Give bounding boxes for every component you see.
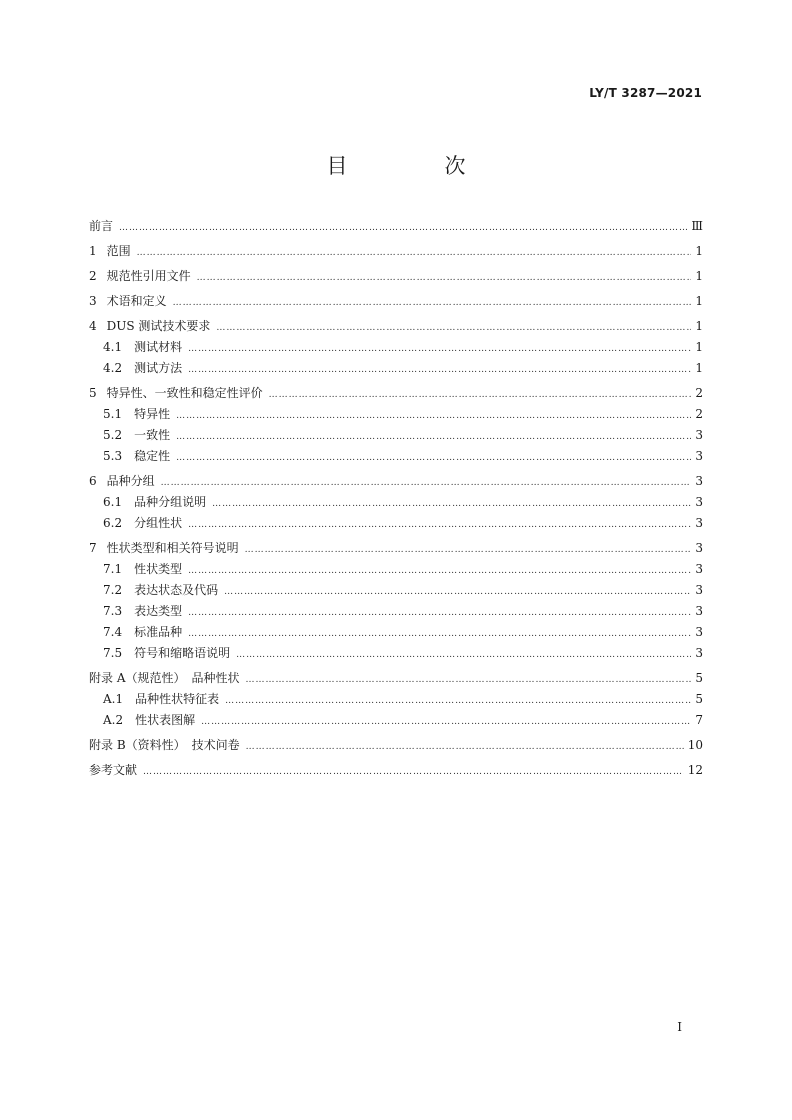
toc-leader-dots	[188, 513, 691, 536]
toc-entry-text: 性状类型	[134, 562, 183, 576]
toc-entry-text: 分组性状	[134, 516, 183, 530]
toc-entry-label	[103, 513, 182, 534]
toc-entry-page: 3	[695, 495, 703, 509]
toc-entry[interactable]	[89, 358, 703, 379]
toc-entry-number: 1	[89, 244, 97, 258]
toc-entry-text: 术语和定义	[106, 294, 167, 308]
toc-leader-dots	[188, 622, 691, 645]
toc-entry-number: 4.1	[103, 340, 123, 354]
toc-entry-page: 3	[695, 541, 703, 555]
toc-entry-label	[89, 538, 239, 559]
toc-entry-label	[103, 622, 182, 643]
toc-entry-text: DUS 测试技术要求	[106, 319, 211, 333]
toc-entry-text: 表达状态及代码	[134, 583, 219, 597]
toc-entry-text: 前言	[89, 219, 114, 233]
toc-leader-dots	[225, 689, 691, 712]
toc-entry[interactable]	[89, 404, 703, 425]
toc-entry-label	[103, 643, 230, 664]
toc-entry-text: 标准品种	[134, 625, 183, 639]
toc-entry-page: 12	[687, 763, 703, 777]
toc-entry[interactable]	[89, 291, 703, 312]
toc-leader-dots	[224, 580, 691, 603]
toc-entry-label	[103, 559, 182, 580]
toc-entry-number: 4.2	[103, 361, 123, 375]
toc-entry[interactable]	[89, 668, 703, 689]
toc-entry-label	[103, 425, 170, 446]
toc-entry-number: 5	[89, 386, 97, 400]
toc-entry-number: 2	[89, 269, 97, 283]
toc-entry[interactable]	[89, 580, 703, 601]
toc-entry-number: 6.1	[103, 495, 123, 509]
toc-entry-text: 符号和缩略语说明	[134, 646, 231, 660]
toc-entry-page: 1	[695, 269, 703, 283]
toc-entry-page: 3	[695, 428, 703, 442]
toc-entry[interactable]	[89, 337, 703, 358]
toc-leader-dots	[143, 760, 684, 783]
toc-entry[interactable]	[89, 383, 703, 404]
toc-leader-dots	[119, 216, 687, 239]
toc-entry-text: 参考文献	[89, 763, 138, 777]
toc-leader-dots	[173, 291, 691, 314]
toc-leader-dots	[236, 643, 691, 666]
toc-entry[interactable]	[89, 601, 703, 622]
toc-entry-text: 测试材料	[134, 340, 183, 354]
toc-entry-page: 3	[695, 646, 703, 660]
toc-entry[interactable]	[89, 513, 703, 534]
toc-entry-text: 规范性引用文件	[106, 269, 191, 283]
toc-entry[interactable]	[89, 471, 703, 492]
toc-entry[interactable]	[89, 492, 703, 513]
toc-entry[interactable]	[89, 689, 703, 710]
toc-leader-dots	[245, 668, 691, 691]
toc-entry-page: 3	[695, 583, 703, 597]
toc-entry[interactable]	[89, 622, 703, 643]
toc-entry-label	[103, 601, 182, 622]
toc-entry-number: A.2	[103, 713, 124, 727]
toc-entry-number: 7.1	[103, 562, 123, 576]
toc-entry-number: 7.5	[103, 646, 123, 660]
toc-entry-label	[103, 358, 182, 379]
toc-entry-number: 7	[89, 541, 97, 555]
table-of-contents	[89, 216, 703, 781]
toc-entry-number: A.1	[103, 692, 124, 706]
toc-leader-dots	[176, 404, 691, 427]
page-number: I	[677, 1020, 682, 1034]
toc-entry-text: 范围	[106, 244, 131, 258]
toc-entry-text: 附录 B（资料性） 技术问卷	[89, 738, 240, 752]
toc-entry-number: 5.1	[103, 407, 123, 421]
toc-entry[interactable]	[89, 425, 703, 446]
toc-entry-text: 表达类型	[134, 604, 183, 618]
toc-entry-text: 特异性、一致性和稳定性评价	[106, 386, 263, 400]
toc-entry[interactable]	[89, 710, 703, 731]
toc-entry-label	[89, 241, 131, 262]
toc-entry-label	[89, 471, 155, 492]
toc-entry[interactable]	[89, 241, 703, 262]
toc-leader-dots	[188, 559, 691, 582]
toc-entry-number: 4	[89, 319, 97, 333]
toc-entry[interactable]	[89, 735, 703, 756]
toc-entry[interactable]	[89, 316, 703, 337]
toc-entry[interactable]	[89, 266, 703, 287]
toc-leader-dots	[201, 710, 691, 733]
toc-entry-text: 品种分组	[106, 474, 155, 488]
toc-entry-label	[89, 735, 240, 756]
toc-entry-page: 1	[695, 294, 703, 308]
toc-entry-number: 7.4	[103, 625, 123, 639]
toc-leader-dots	[188, 337, 691, 360]
toc-entry[interactable]	[89, 760, 703, 781]
toc-entry-page: Ⅲ	[691, 219, 703, 233]
toc-entry-label	[89, 266, 191, 287]
toc-entry-text: 性状类型和相关符号说明	[106, 541, 239, 555]
toc-entry[interactable]	[89, 643, 703, 664]
toc-leader-dots	[212, 492, 691, 515]
toc-entry-page: 10	[687, 738, 703, 752]
toc-entry-text: 品种性状特征表	[135, 692, 220, 706]
toc-entry-label	[89, 316, 210, 337]
toc-entry-number: 6	[89, 474, 97, 488]
toc-entry-label	[103, 492, 206, 513]
toc-leader-dots	[197, 266, 691, 289]
toc-entry-label	[103, 689, 219, 710]
toc-entry-page: 1	[695, 319, 703, 333]
page-title: 目 次	[326, 154, 504, 178]
toc-leader-dots	[188, 358, 691, 381]
toc-leader-dots	[188, 601, 691, 624]
toc-entry-page: 2	[695, 407, 703, 421]
toc-entry-page: 7	[695, 713, 703, 727]
toc-entry-text: 测试方法	[134, 361, 183, 375]
toc-entry-page: 1	[695, 244, 703, 258]
toc-entry-number: 5.3	[103, 449, 123, 463]
toc-entry-label	[103, 710, 195, 731]
toc-entry-page: 3	[695, 604, 703, 618]
toc-leader-dots	[246, 735, 684, 758]
toc-entry[interactable]	[89, 559, 703, 580]
toc-leader-dots	[176, 446, 691, 469]
toc-entry-number: 7.2	[103, 583, 123, 597]
toc-entry-text: 特异性	[134, 407, 171, 421]
toc-entry-label	[103, 404, 170, 425]
toc-entry-label	[89, 383, 263, 404]
toc-entry-label	[89, 668, 239, 689]
toc-entry-label	[89, 760, 137, 781]
toc-leader-dots	[176, 425, 691, 448]
toc-leader-dots	[269, 383, 691, 406]
toc-entry-text: 品种分组说明	[134, 495, 207, 509]
toc-entry-page: 1	[695, 361, 703, 375]
toc-entry-number: 7.3	[103, 604, 123, 618]
toc-entry[interactable]	[89, 216, 703, 237]
toc-leader-dots	[161, 471, 691, 494]
standard-code: LY/T 3287—2021	[589, 86, 702, 100]
toc-entry-label	[89, 216, 113, 237]
toc-entry-text: 附录 A（规范性） 品种性状	[89, 671, 240, 685]
toc-entry-page: 2	[695, 386, 703, 400]
toc-entry-text: 性状表图解	[135, 713, 196, 727]
toc-entry-number: 5.2	[103, 428, 123, 442]
toc-entry[interactable]	[89, 538, 703, 559]
toc-entry-text: 一致性	[134, 428, 171, 442]
toc-entry-page: 3	[695, 474, 703, 488]
toc-entry-label	[89, 291, 167, 312]
toc-entry-page: 3	[695, 449, 703, 463]
toc-entry-page: 3	[695, 562, 703, 576]
toc-leader-dots	[137, 241, 691, 264]
toc-entry-label	[103, 337, 182, 358]
toc-entry-page: 5	[695, 692, 703, 706]
toc-leader-dots	[216, 316, 691, 339]
toc-entry-number: 6.2	[103, 516, 123, 530]
toc-entry-page: 1	[695, 340, 703, 354]
toc-entry-text: 稳定性	[134, 449, 171, 463]
toc-entry[interactable]	[89, 446, 703, 467]
toc-entry-page: 3	[695, 625, 703, 639]
toc-entry-page: 3	[695, 516, 703, 530]
toc-entry-number: 3	[89, 294, 97, 308]
toc-entry-page: 5	[695, 671, 703, 685]
toc-leader-dots	[245, 538, 691, 561]
toc-entry-label	[103, 446, 170, 467]
toc-entry-label	[103, 580, 218, 601]
